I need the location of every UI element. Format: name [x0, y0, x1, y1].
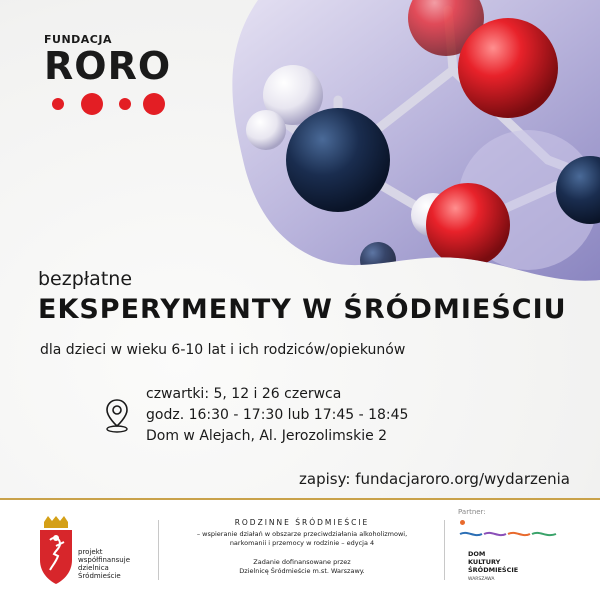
partner-city: WARSZAWA: [468, 577, 495, 582]
partner-name-line: ŚRÓDMIEŚCIE: [468, 566, 519, 574]
partner-name-line: DOM: [468, 550, 486, 558]
event-details: [146, 384, 408, 447]
main-title: EKSPERYMENTY W ŚRÓDMIEŚCIU: [38, 294, 567, 325]
partner-label: Partner:: [458, 508, 486, 516]
audience-subtitle: dla dzieci w wieku 6-10 lat i ich rodziców/opiekunów: [40, 342, 406, 358]
program-line: – wspieranie działań w obszarze przeciwdziałania alkoholizmowi,: [196, 530, 408, 538]
warsaw-crest-icon: [36, 516, 76, 584]
crest-line: współfinansuje: [78, 556, 130, 564]
event-dates: czwartki: 5, 12 i 26 czerwca: [146, 386, 342, 402]
footer: [0, 500, 600, 600]
partner-name-line: KULTURY: [468, 558, 501, 566]
event-place: Dom w Alejach, Al. Jerozolimskie 2: [146, 428, 388, 444]
signup-link[interactable]: zapisy: fundacjaroro.org/wydarzenia: [299, 470, 570, 488]
free-label: bezpłatne: [38, 268, 133, 290]
funding-line: Zadanie dofinansowane przez: [253, 558, 351, 566]
logo-small-text: FUNDACJA: [44, 33, 112, 46]
program-title: RODZINNE ŚRÓDMIEŚCIE: [234, 518, 370, 527]
location-pin-icon: [104, 398, 130, 434]
program-line: narkomanii i przemocy w rodzinie – edycja 4: [229, 539, 375, 547]
program-info: [168, 518, 436, 576]
logo-big-text: RORO: [44, 44, 172, 88]
crest-caption: [78, 548, 130, 580]
event-hours: godz. 16:30 - 17:30 lub 17:45 - 18:45: [146, 407, 409, 423]
partner-logo-dot: [460, 520, 465, 525]
footer-separator: [158, 520, 159, 580]
partner-name: [468, 550, 518, 584]
crest-line: dzielnica: [78, 564, 109, 572]
molecule-image: [218, 0, 600, 285]
crest-line: Śródmieście: [78, 572, 121, 580]
footer-separator: [444, 520, 445, 580]
funding-line: Dzielnicę Śródmieście m.st. Warszawy.: [239, 567, 365, 575]
partner-logo-lines-icon: [458, 528, 558, 540]
fundacja-roro-logo: [44, 34, 184, 86]
crest-line: projekt: [78, 548, 103, 556]
logo-dots-icon: [50, 92, 180, 116]
